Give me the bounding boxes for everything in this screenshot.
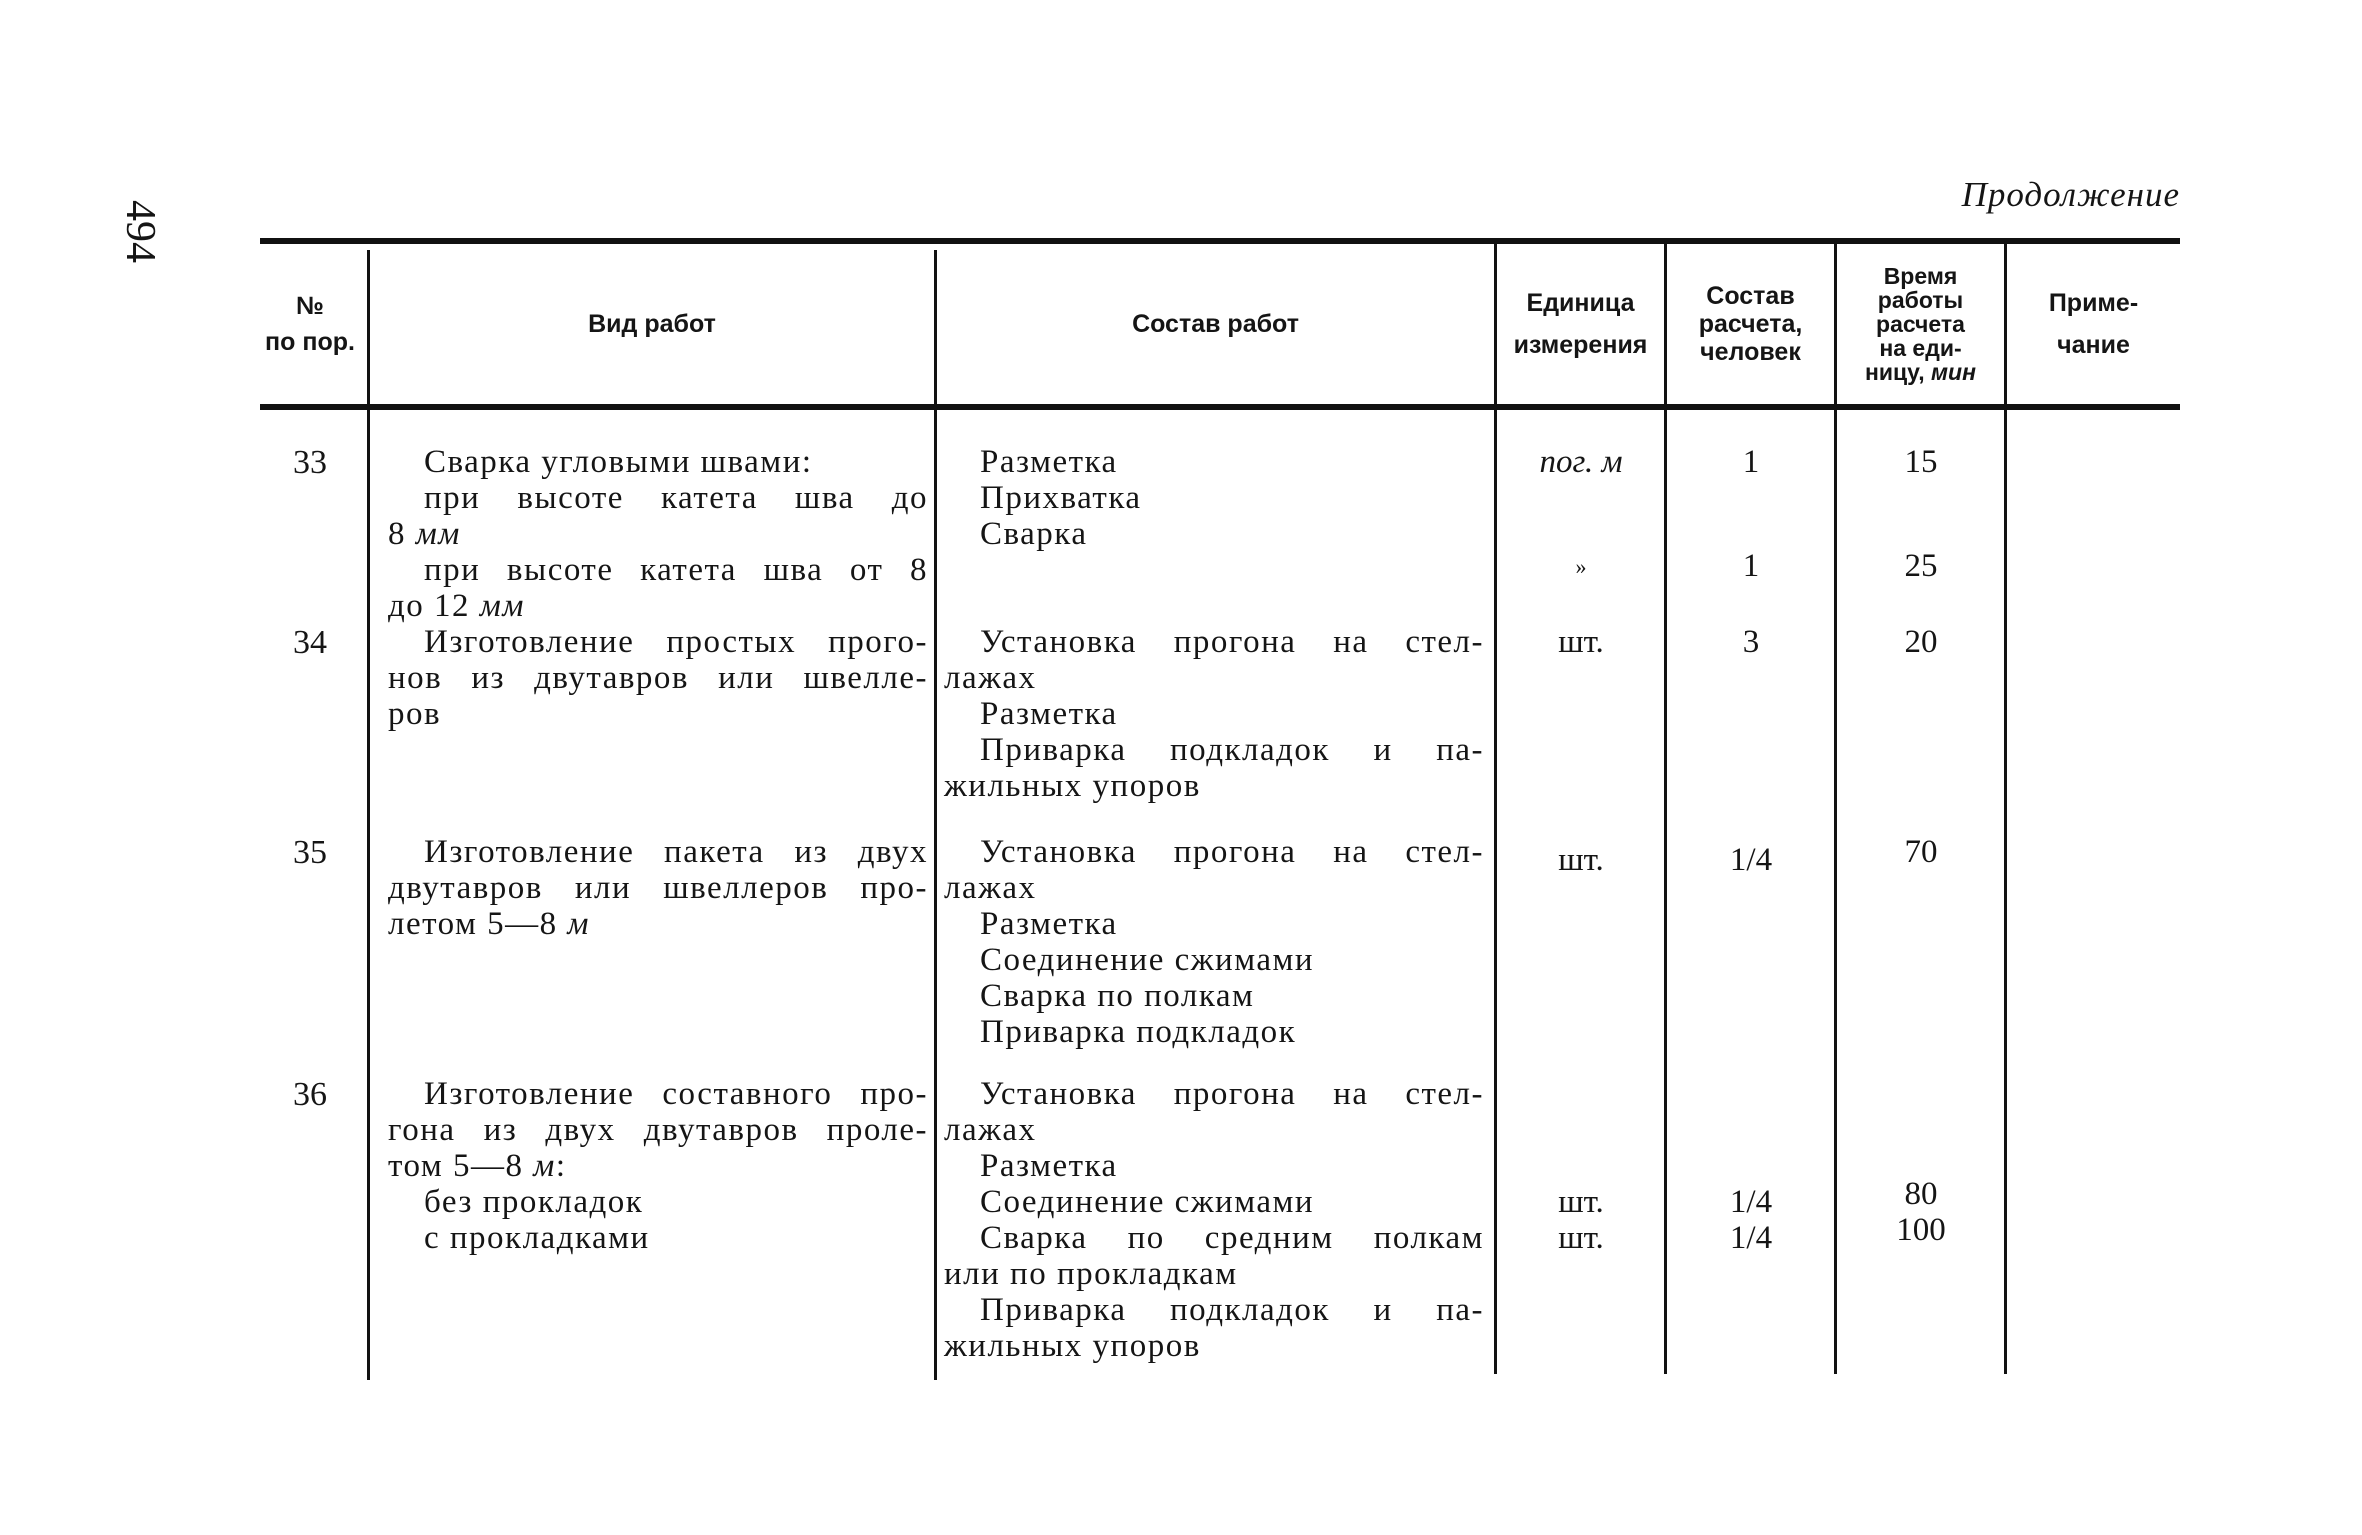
header-vid-label: Вид работ (588, 310, 716, 338)
row-team: 1 (1742, 548, 1760, 584)
row-vid: Изготовление составного про- гона из двух двутавров проле- том 5—8 м: без прокладок с прокладками (388, 1076, 928, 1256)
header-num-line: по пор. (265, 328, 355, 356)
row-unit: шт. (1558, 624, 1604, 660)
header-note (2007, 250, 2180, 398)
column-divider (2004, 244, 2007, 1374)
header-note-line: чание (2057, 331, 2130, 359)
row-sostav: Разметка Прихватка Сварка (980, 444, 1142, 552)
header-unit-line: измерения (1513, 331, 1648, 359)
row-unit: » (1575, 554, 1587, 579)
column-divider (1834, 244, 1837, 1374)
header-time-line: на еди- (1879, 335, 1962, 361)
row-unit: пог. м (1539, 444, 1623, 480)
row-time: 80 (1904, 1176, 1938, 1212)
header-sostav-label: Состав работ (1132, 310, 1299, 338)
column-divider (934, 250, 937, 1380)
continuation-label: Продолжение (1961, 175, 2180, 214)
row-time: 100 (1896, 1212, 1946, 1248)
row-team: 1/4 (1729, 1184, 1773, 1220)
row-vid: Изготовление пакета из двух двутавров или швеллеров про- летом 5—8 м (388, 834, 928, 942)
row-team: 1/4 (1729, 1220, 1773, 1256)
table-header-rule (260, 404, 2180, 410)
header-unit-line: Единица (1526, 289, 1635, 317)
header-note-line: Приме- (2048, 289, 2139, 317)
column-divider (1494, 244, 1497, 1374)
page-number: 494 (117, 200, 163, 263)
header-time (1837, 250, 2004, 398)
row-time: 25 (1904, 548, 1938, 584)
header-sostav (937, 250, 1494, 398)
row-sostav: Установка прогона на стел- лажах Разметка Приварка подкладок и па- жильных упоров (944, 624, 1484, 804)
row-sostav: Установка прогона на стел- лажах Разметка Соединение сжимами Сварка по средним полкам или по прокладкам Приварка подкладок и па- жильных упоров (944, 1076, 1484, 1364)
row-team: 1/4 (1729, 842, 1773, 878)
row-time: 70 (1904, 834, 1938, 870)
row-time: 15 (1904, 444, 1938, 480)
row-vid: Сварка угловыми швами: при высоте катета шва до 8 мм при высоте катета шва от 8 до 12 мм (388, 444, 928, 624)
row-number: 35 (293, 834, 327, 871)
row-unit: шт. (1558, 1220, 1604, 1256)
row-unit: шт. (1558, 842, 1604, 878)
header-unit (1497, 250, 1664, 398)
column-divider (367, 250, 370, 1380)
row-unit: шт. (1558, 1184, 1604, 1220)
row-number: 33 (293, 444, 327, 481)
header-team-line: расчета, (1698, 310, 1803, 338)
header-time-line: работы (1877, 287, 1964, 313)
row-team: 3 (1742, 624, 1760, 660)
table-top-rule (260, 238, 2180, 244)
row-number: 34 (293, 624, 327, 661)
header-time-line: ницу, мин (1865, 359, 1976, 385)
header-time-line: Время (1883, 263, 1958, 289)
header-team-line: Состав (1706, 282, 1795, 310)
row-number: 36 (293, 1076, 327, 1113)
header-team-line: человек (1700, 338, 1801, 366)
row-vid: Изготовление простых прого- нов из двутавров или швелле- ров (388, 624, 928, 732)
row-time: 20 (1904, 624, 1938, 660)
row-team: 1 (1742, 444, 1760, 480)
header-num-line: № (296, 292, 324, 320)
row-sostav: Установка прогона на стел- лажах Разметка Соединение сжимами Сварка по полкам Приварка подкладок (944, 834, 1484, 1050)
column-divider (1664, 244, 1667, 1374)
header-num (255, 250, 365, 398)
header-vid (370, 250, 934, 398)
header-team (1667, 250, 1834, 398)
header-time-line: расчета (1876, 311, 1965, 337)
